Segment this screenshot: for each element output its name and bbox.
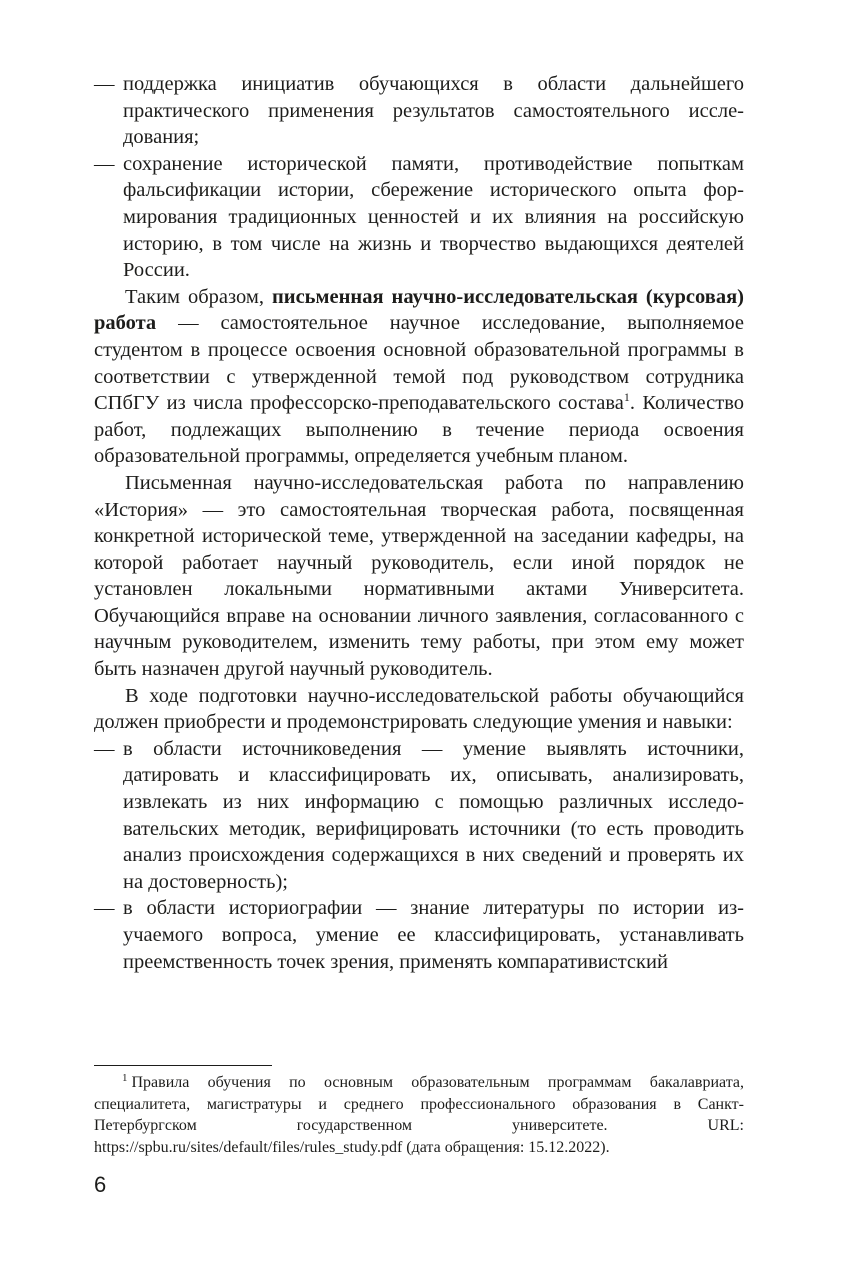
list-dash: — [94, 737, 115, 760]
list-item-text: поддержка инициатив обучающихся в области дальнейшего практического применения результатов самостоятельного исследования; [123, 73, 744, 149]
paragraph-definition [94, 284, 744, 470]
list-item [94, 895, 744, 975]
list-item [94, 736, 744, 896]
paragraph: Письменная научно-исследовательская работа по направлению «История» — это самостоятельная творческая работа, посвященная конкретной исторической теме, утвержденной на заседании кафедры, на которой работает научный руководитель, если иной порядок не установлен локальными нормативными актами Университета. Обучающийся вправе на основании личного заявления, согласованного с научным руководителем, изменить тему работы, при этом ему может быть назначен другой научный руководитель. [94, 471, 744, 681]
term-bold: письменная научно-исследовательская (курсовая) работа [94, 285, 744, 335]
list-item-text: в области историографии — знание литературы по истории изучаемого вопроса, умение ее классифицировать, устанавливать преемственность точек зрения, применять компаративистский [123, 897, 744, 973]
list-dash: — [94, 152, 115, 175]
paragraph-tail: . Количество работ, подлежащих выполнению в течение периода освоения образовательной программы, определяется учебным планом. [94, 392, 744, 468]
list-dash: — [94, 897, 115, 920]
footnote [94, 1072, 744, 1158]
paragraph: В ходе подготовки научно-исследовательской работы обучающийся должен приобрести и продемонстрировать следующие умения и навыки: [94, 684, 744, 734]
footnote-text: Правила обучения по основным образовательным программам бакалавриата, специалитета, магистратуры и среднего профессионального образования в Санкт-Петербургском государственном университете. URL: https://spbu.ru/sites/default/files/rules_study.pdf (дата обращения: 15.12.2022). [94, 1074, 744, 1156]
list-item [94, 71, 744, 151]
paragraph-lead: Таким образом, [125, 285, 272, 308]
list-item-text: в области источниковедения — умение выявлять источники, датировать и классифицировать их, описывать, анализировать, извлекать из них информацию с помощью различных исследовательских методик, верифицировать источники (то есть проводить анализ происхождения содержащихся в них сведений и проверять их на достоверность); [123, 737, 744, 893]
list-dash: — [94, 73, 115, 95]
footnote-divider [94, 1065, 272, 1066]
list-item [94, 151, 744, 284]
footnote-reference[interactable]: 1 [623, 390, 630, 405]
page-number: 6 [94, 1172, 107, 1197]
list-item-text: сохранение исторической памяти, противодействие попыткам фальсификации истории, сбережение исторического опыта формирования традиционных ценностей и их влияния на российскую историю, в том числе на жизнь и творчество выдающихся деятелей России. [123, 152, 744, 282]
paragraph-body: — самостоятельное научное исследование, выполняемое студентом в процессе освоения основной образовательной программы в соответствии с утвержденной темой под руководством сотрудника СПбГУ из числа профессорско-преподавательского состава [94, 312, 744, 415]
body-text [94, 71, 744, 975]
footnote-mark: 1 [122, 1071, 128, 1084]
